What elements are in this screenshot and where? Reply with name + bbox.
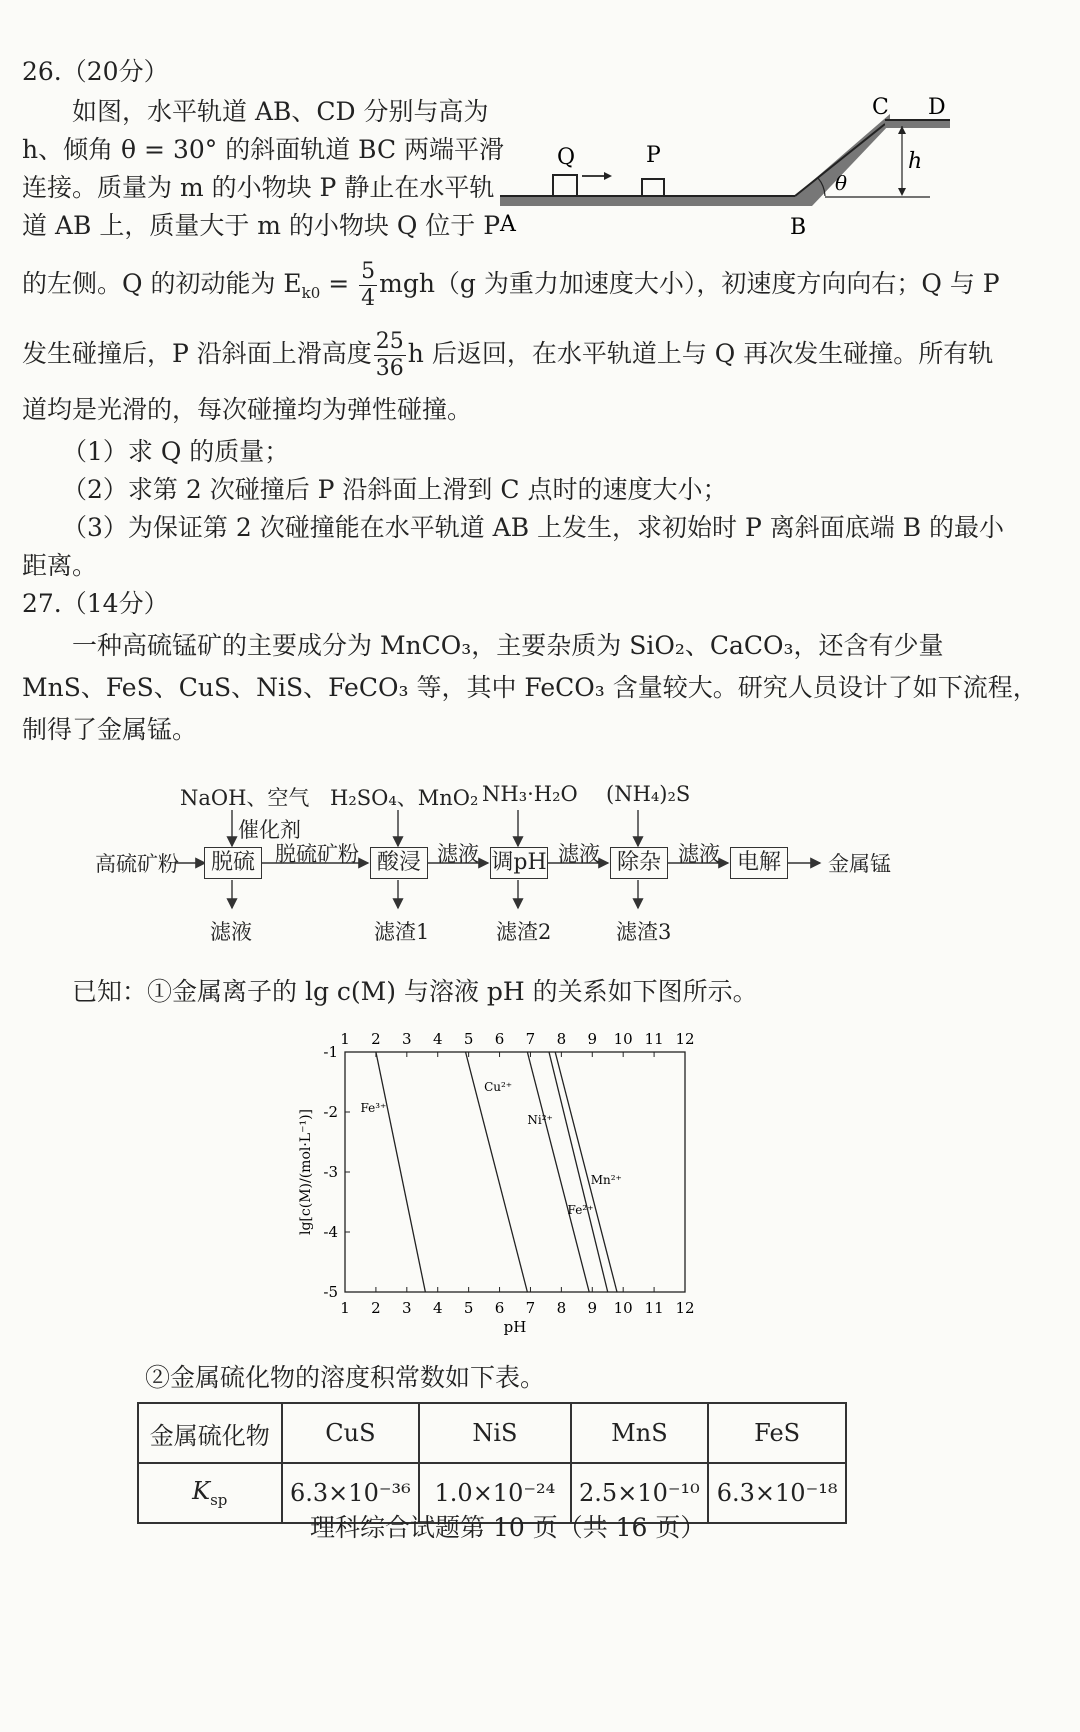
flow-reagent-2: H₂SO₄、MnO₂ <box>330 786 479 810</box>
flow-output-4: 滤渣3 <box>616 920 672 944</box>
flow-output-3: 滤渣2 <box>496 920 552 944</box>
track-ab <box>500 196 795 206</box>
series-label: Mn²⁺ <box>590 1173 622 1187</box>
table-cell: FeS <box>708 1403 846 1463</box>
q27-header: 27.（14分） <box>22 589 169 618</box>
q26-text-line-2: h、倾角 θ = 30° 的斜面轨道 BC 两端平滑 <box>22 135 505 164</box>
x-tick-label-top: 6 <box>494 1030 505 1048</box>
plot-frame <box>345 1052 685 1292</box>
ksp-table <box>137 1402 847 1524</box>
flow-reagent-3: NH₃·H₂O <box>482 782 578 806</box>
fraction-5-4: $\frac{5}{4}$ <box>361 259 376 311</box>
table-cell: 6.3×10⁻³⁶ <box>282 1463 420 1523</box>
q26-header: 26.（20分） <box>22 57 169 86</box>
x-tick-label-top: 10 <box>613 1030 633 1048</box>
process-flowchart <box>0 770 1080 970</box>
label-b: B <box>790 215 807 240</box>
table-cell: 金属硫化物 <box>138 1403 282 1463</box>
x-tick-label-top: 12 <box>675 1030 695 1048</box>
table-cell: 1.0×10⁻²⁴ <box>419 1463 570 1523</box>
q26-text-line-7: 道均是光滑的，每次碰撞均为弹性碰撞。 <box>22 395 473 424</box>
x-tick-label-top: 3 <box>402 1030 412 1048</box>
track-figure <box>490 86 960 246</box>
flow-step-acid-leach: 酸浸 <box>370 847 428 879</box>
y-tick-label: -4 <box>323 1223 338 1241</box>
q26-subquestion-2: （2）求第 2 次碰撞后 P 沿斜面上滑到 C 点时的速度大小； <box>62 475 728 504</box>
x-tick-label: 6 <box>494 1299 505 1317</box>
series-label: Ni²⁺ <box>527 1113 553 1127</box>
block-p <box>642 179 664 196</box>
x-tick-label: 10 <box>613 1299 633 1317</box>
flow-input-label: 高硫矿粉 <box>95 852 179 876</box>
q26-text-line-5: 的左侧。Q 的初动能为 $E_{k0}$ = $\frac{5}{4}$ mgh（g 为重力加速度大小），初速度方向向右；Q 与 P <box>22 259 1000 311</box>
y-tick-label: -5 <box>323 1283 338 1301</box>
x-axis-label: pH <box>503 1318 527 1336</box>
block-q <box>553 175 577 196</box>
label-h: h <box>908 149 923 174</box>
table-cell: NiS <box>419 1403 570 1463</box>
known-1: 已知：①金属离子的 lg c(M) 与溶液 pH 的关系如下图所示。 <box>72 977 758 1006</box>
label-a: A <box>500 212 516 237</box>
table-cell: CuS <box>282 1403 420 1463</box>
y-tick-label: -2 <box>323 1103 338 1121</box>
flow-mid-4: 滤液 <box>678 842 720 866</box>
q26-text-line-4: 道 AB 上，质量大于 m 的小物块 Q 位于 P <box>22 211 501 240</box>
label-c: C <box>872 95 889 120</box>
x-tick-label-top: 2 <box>371 1030 381 1048</box>
x-tick-label: 12 <box>675 1299 695 1317</box>
table-cell: MnS <box>571 1403 709 1463</box>
flow-mid-3: 滤液 <box>558 842 600 866</box>
x-tick-label: 11 <box>644 1299 664 1317</box>
x-tick-label-top: 8 <box>556 1030 567 1048</box>
x-tick-label: 5 <box>463 1299 474 1317</box>
label-theta: θ <box>835 171 848 195</box>
table-cell-ksp-label: $K_{sp}$ <box>138 1463 282 1523</box>
flow-reagent-1: NaOH、空气 <box>180 786 310 810</box>
x-tick-label-top: 4 <box>432 1030 443 1048</box>
flow-reagent-4: (NH₄)₂S <box>606 782 691 806</box>
fraction-25-36: $\frac{25}{36}$ <box>375 329 404 381</box>
table-cell: 6.3×10⁻¹⁸ <box>708 1463 846 1523</box>
x-tick-label: 7 <box>525 1299 536 1317</box>
y-axis-label: lg[c(M)/(mol·L⁻¹)] <box>298 1108 314 1236</box>
series-line <box>555 1052 617 1292</box>
x-tick-label-top: 7 <box>525 1030 536 1048</box>
x-tick-label-top: 5 <box>463 1030 474 1048</box>
lgc-ph-chart <box>290 1024 720 1344</box>
q26-subquestion-3-cont: 距离。 <box>22 551 98 580</box>
x-tick-label: 9 <box>587 1299 598 1317</box>
y-tick-label: -3 <box>323 1163 338 1181</box>
flow-catalyst: 催化剂 <box>238 818 301 842</box>
flow-output-2: 滤渣1 <box>374 920 430 944</box>
x-tick-label: 8 <box>556 1299 567 1317</box>
page-footer: 理科综合试题第 10 页（共 16 页） <box>310 1513 706 1542</box>
x-tick-label: 1 <box>340 1299 350 1317</box>
q27-text-line-3: 制得了金属锰。 <box>22 715 198 744</box>
series-label: Fe²⁺ <box>567 1203 594 1217</box>
q26-text-line-3: 连接。质量为 m 的小物块 P 静止在水平轨 <box>22 173 495 202</box>
label-q: Q <box>557 145 576 170</box>
x-tick-label-top: 1 <box>340 1030 350 1048</box>
q26-text-line-6: 发生碰撞后，P 沿斜面上滑高度 $\frac{25}{36}$ h 后返回，在水平轨道上与 Q 再次发生碰撞。所有轨 <box>22 329 994 381</box>
flow-step-electrolysis: 电解 <box>730 847 788 879</box>
q26-subquestion-1: （1）求 Q 的质量； <box>62 437 290 466</box>
flow-step-remove-impurity: 除杂 <box>610 847 668 879</box>
flow-mid-1: 脱硫矿粉 <box>275 842 359 866</box>
y-tick-label: -1 <box>323 1043 338 1061</box>
series-label: Cu²⁺ <box>484 1080 513 1094</box>
table-cell: 2.5×10⁻¹⁰ <box>571 1463 709 1523</box>
series-label: Fe³⁺ <box>360 1101 387 1115</box>
flow-output-1: 滤液 <box>210 920 252 944</box>
q27-text-line-2: MnS、FeS、CuS、NiS、FeCO₃ 等，其中 FeCO₃ 含量较大。研究人员设计了如下流程， <box>22 673 1038 702</box>
x-tick-label: 3 <box>402 1299 412 1317</box>
flow-mid-2: 滤液 <box>437 842 479 866</box>
q26-text-line-1: 如图，水平轨道 AB、CD 分别与高为 <box>72 97 489 126</box>
label-p: P <box>646 143 661 168</box>
x-tick-label-top: 9 <box>587 1030 598 1048</box>
q27-text-line-1: 一种高硫锰矿的主要成分为 MnCO₃，主要杂质为 SiO₂、CaCO₃，还含有少量 <box>72 631 944 660</box>
x-tick-label: 4 <box>432 1299 443 1317</box>
table-header-row <box>138 1403 846 1463</box>
flow-step-desulfurize: 脱硫 <box>204 847 262 879</box>
label-d: D <box>928 95 946 120</box>
series-line <box>376 1052 425 1292</box>
q26-subquestion-3: （3）为保证第 2 次碰撞能在水平轨道 AB 上发生，求初始时 P 离斜面底端 B 的最小 <box>62 513 1005 542</box>
flow-step-adjust-ph: 调pH <box>490 847 548 879</box>
track-cd <box>885 120 950 128</box>
x-tick-label-top: 11 <box>644 1030 664 1048</box>
flow-product: 金属锰 <box>828 852 891 876</box>
x-tick-label: 2 <box>371 1299 381 1317</box>
known-2: ②金属硫化物的溶度积常数如下表。 <box>145 1363 546 1392</box>
